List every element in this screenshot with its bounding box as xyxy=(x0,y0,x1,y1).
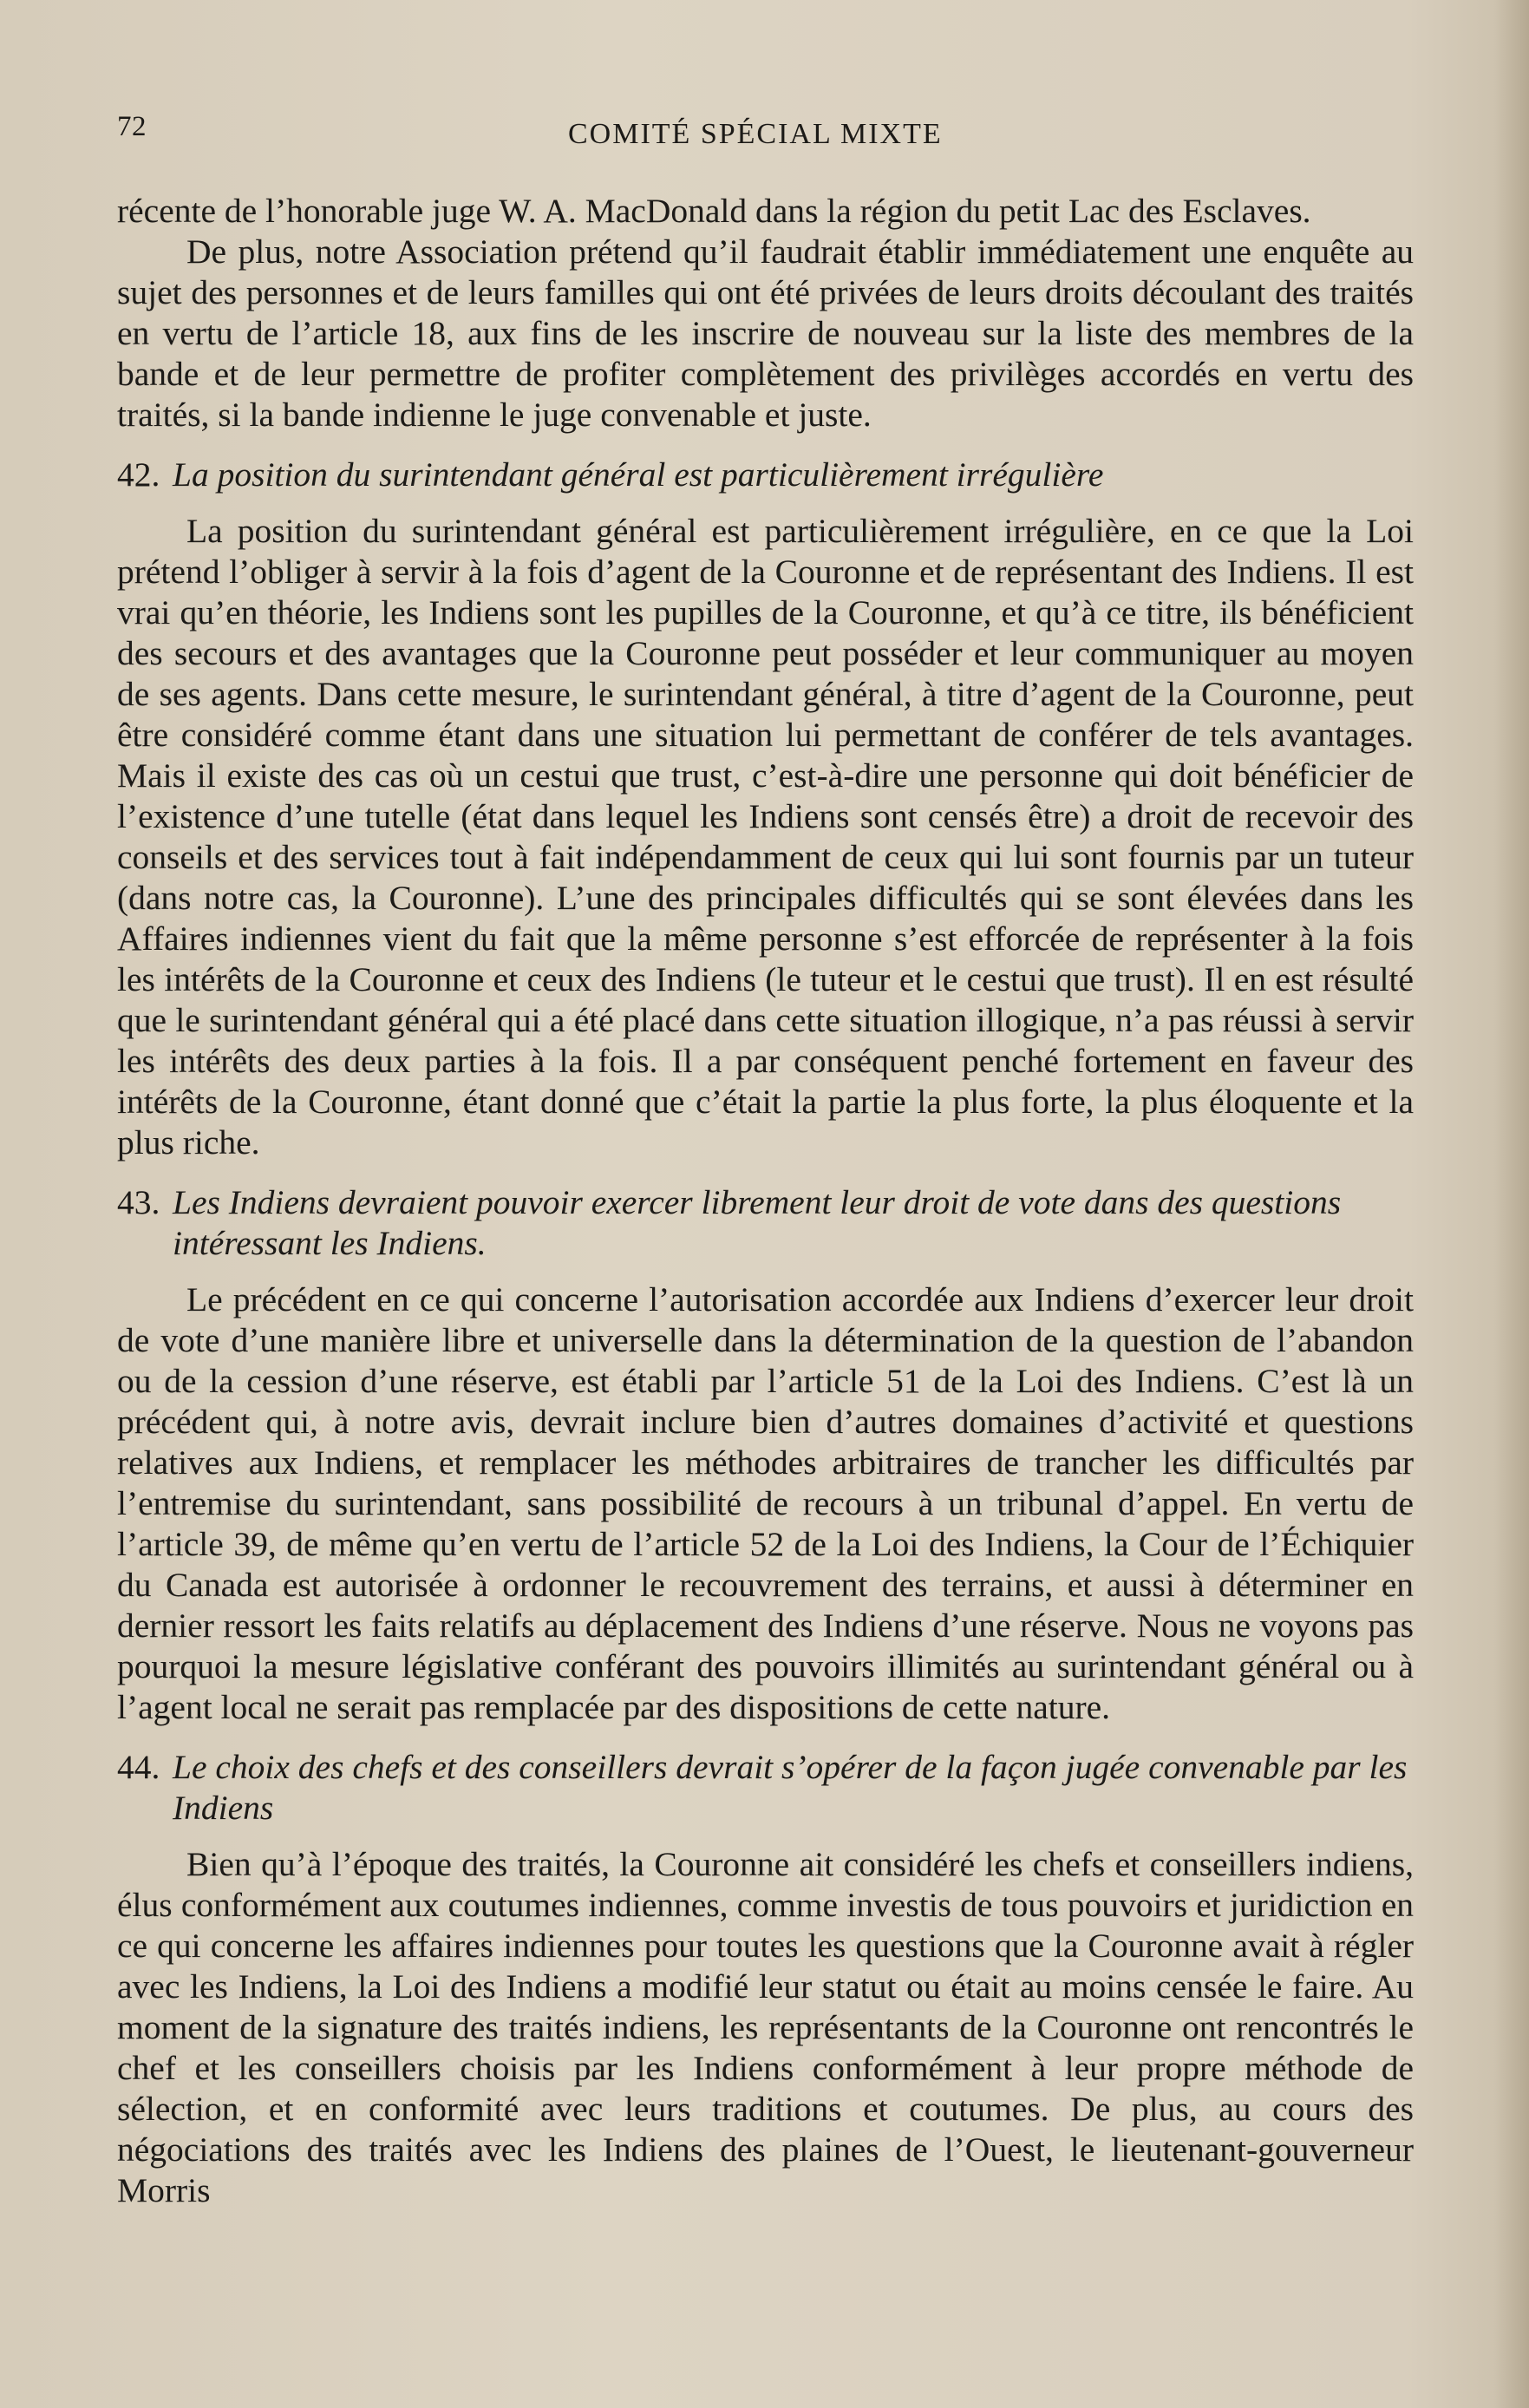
section-heading-43 xyxy=(117,1182,1414,1264)
section-heading-44 xyxy=(117,1747,1414,1829)
paragraph: Bien qu’à l’époque des traités, la Couronne ait considéré les chefs et conseillers indiens, élus conformément aux coutumes indiennes, comme investis de tous pouvoirs et juridiction en ce qui concerne les affaires indiennes pour toutes les questions que la Couronne avait à régler avec les Indiens, la Loi des Indiens a modifié leur statut ou était au moins censée le faire. Au moment de la signature des traités indiens, les représentants de la Couronne ont rencontrés le chef et les conseillers choisis par les Indiens conformément à leur propre méthode de sélection, et en conformité avec leurs traditions et coutumes. De plus, au cours des négociations des traités avec les Indiens des plaines de l’Ouest, le lieutenant-gouverneur Morris xyxy=(117,1845,1414,2209)
paragraph: De plus, notre Association prétend qu’il faudrait établir immédiatement une enquête au sujet des personnes et de leurs familles qui ont été privées de leurs droits découlant des traités en vertu de l’article 18, aux fins de les inscrire de nouveau sur la liste des membres de la bande et de leur permettre de profiter complètement des privilèges accordés en vertu des traités, si la bande indienne le juge convenable et juste. xyxy=(117,232,1414,434)
page-body xyxy=(117,191,1414,2211)
section-number: 42. xyxy=(117,455,160,494)
paragraph: La position du surintendant général est particulièrement irrégulière, en ce que la Loi prétend l’obliger à servir à la fois d’agent de la Couronne et de représentant des Indiens. Il est vrai qu’en théorie, les Indiens sont les pupilles de la Couronne, et qu’à ce titre, ils bénéficient des secours et des avantages que la Couronne peut posséder et leur communiquer au moyen de ses agents. Dans cette mesure, le surintendant général, à titre d’agent de la Couronne, peut être considéré comme étant dans une situation lui permettant de conférer de tels avantages. Mais il existe des cas où un cestui que trust, c’est-à-dire une personne qui doit bénéficier de l’existence d’une tutelle (état dans lequel les Indiens sont censés être) a droit de recevoir des conseils et des services tout à fait indépendamment de ceux qui lui sont fournis par un tuteur (dans notre cas, la Couronne). L’une des principales difficultés qui se sont élevées dans les Affaires indiennes vient du fait que la même personne s’est efforcée de représenter à la fois les intérêts de la Couronne et ceux des Indiens (le tuteur et le cestui que trust). Il en est résulté que le surintendant général qui a été placé dans cette situation illogique, n’a pas réussi à servir les intérêts des deux parties à la fois. Il a par conséquent penché fortement en faveur des intérêts de la Couronne, étant donné que c’était la partie la plus forte, la plus éloquente et la plus riche. xyxy=(117,512,1414,1161)
page-number: 72 xyxy=(117,111,147,142)
section-title: Le choix des chefs et des conseillers devrait s’opérer de la façon jugée convenable par les Indiens xyxy=(173,1748,1408,1827)
section-number: 44. xyxy=(117,1748,160,1786)
section-heading-42 xyxy=(117,455,1414,495)
section-title: Les Indiens devraient pouvoir exercer librement leur droit de vote dans des questions intéressant les Indiens. xyxy=(173,1183,1342,1262)
section-number: 43. xyxy=(117,1183,160,1221)
paragraph-continuation: récente de l’honorable juge W. A. MacDonald dans la région du petit Lac des Esclaves. xyxy=(117,192,1311,230)
paragraph: Le précédent en ce qui concerne l’autorisation accordée aux Indiens d’exercer leur droit de vote d’une manière libre et universelle dans la détermination de la question de l’abandon ou de la cession d’une réserve, est établi par l’article 51 de la Loi des Indiens. C’est là un précédent qui, à notre avis, devrait inclure bien d’autres domaines d’activité et questions relatives aux Indiens, et remplacer les méthodes arbitraires de trancher les difficultés par l’entremise du surintendant, sans possibilité de recours à un tribunal d’appel. En vertu de l’article 39, de même qu’en vertu de l’article 52 de la Loi des Indiens, la Cour de l’Échiquier du Canada est autorisée à ordonner le recouvrement des terrains, et aussi à déterminer en dernier ressort les faits relatifs au déplacement des Indiens d’une réserve. Nous ne voyons pas pourquoi la mesure législative conférant des pouvoirs illimités au surintendant général ou à l’agent local ne serait pas remplacée par des dispositions de cette nature. xyxy=(117,1280,1414,1726)
page-edge-shadow xyxy=(1494,0,1529,2408)
running-head: COMITÉ SPÉCIAL MIXTE xyxy=(568,118,943,150)
section-title: La position du surintendant général est particulièrement irrégulière xyxy=(173,455,1104,494)
page-header xyxy=(117,111,1414,163)
